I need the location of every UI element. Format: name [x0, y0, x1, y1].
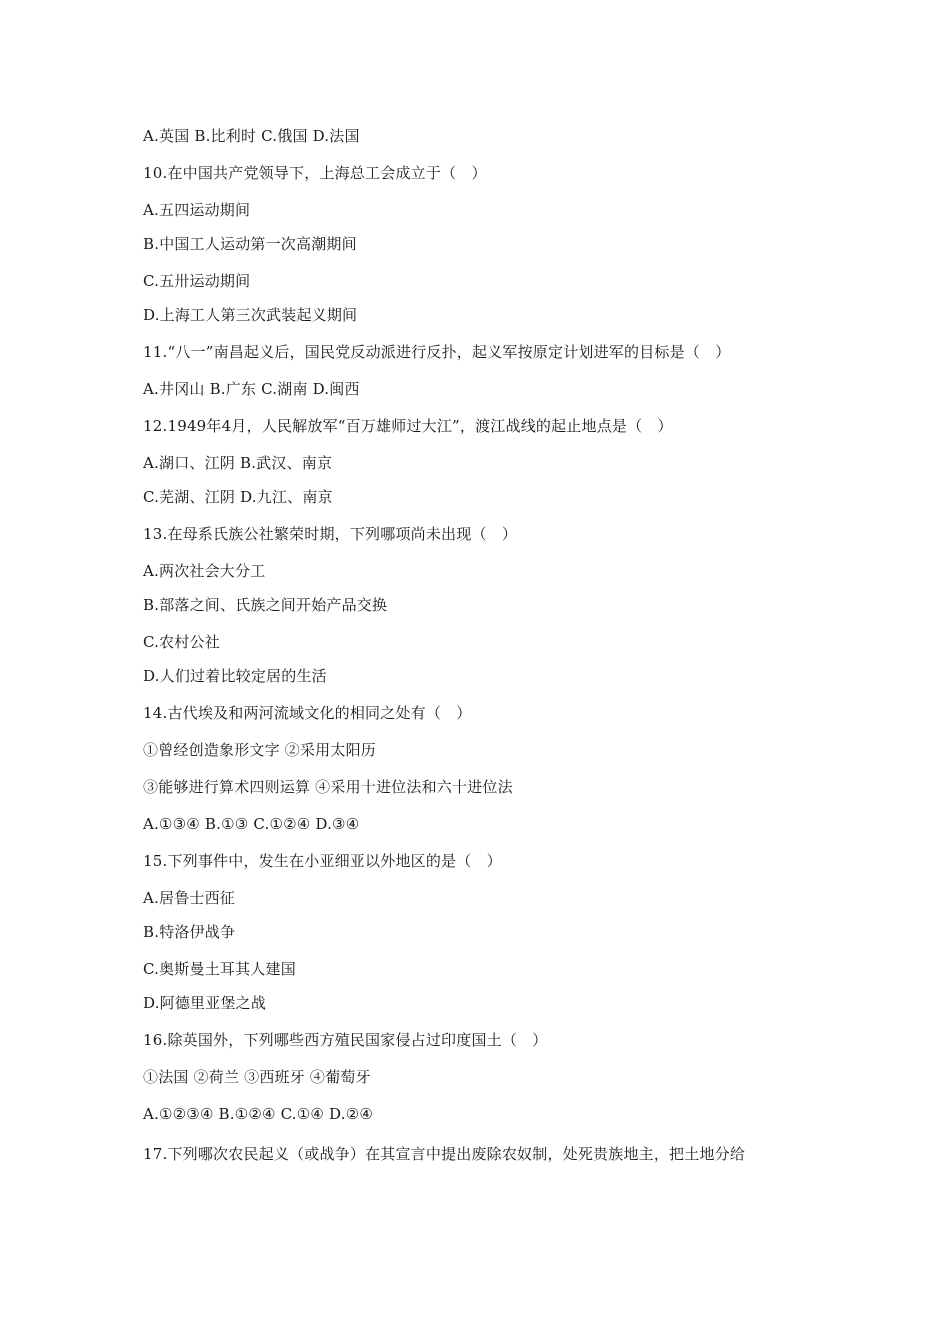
q15-option-d: D.阿德里亚堡之战 [143, 994, 267, 1012]
q14-options: A.①③④ B.①③ C.①②④ D.③④ [143, 815, 360, 833]
q13-stem: 13.在母系氏族公社繁荣时期，下列哪项尚未出现（ ） [143, 525, 518, 543]
q13-option-a: A.两次社会大分工 [143, 562, 266, 580]
q11-stem: 11.“八一”南昌起义后，国民党反动派进行反扑，起义军按原定计划进军的目标是（ ） [143, 343, 731, 361]
q15-option-c: C.奥斯曼土耳其人建国 [143, 960, 296, 978]
q9-options: A.英国 B.比利时 C.俄国 D.法国 [143, 127, 360, 145]
q12-options-ab: A.湖口、江阴 B.武汉、南京 [143, 454, 333, 472]
q11-options: A.井冈山 B.广东 C.湖南 D.闽西 [143, 380, 360, 398]
q16-stem: 16.除英国外，下列哪些西方殖民国家侵占过印度国土（ ） [143, 1031, 548, 1049]
q14-stem: 14.古代埃及和两河流域文化的相同之处有（ ） [143, 704, 472, 722]
q10-stem: 10.在中国共产党领导下，上海总工会成立于（ ） [143, 164, 487, 182]
q10-option-d: D.上海工人第三次武装起义期间 [143, 306, 358, 324]
q13-option-b: B.部落之间、氏族之间开始产品交换 [143, 596, 388, 614]
q14-items-3-4: ③能够进行算术四则运算 ④采用十进位法和六十进位法 [143, 778, 513, 796]
q12-options-cd: C.芜湖、江阴 D.九江、南京 [143, 488, 333, 506]
q16-options: A.①②③④ B.①②④ C.①④ D.②④ [143, 1105, 373, 1123]
q12-stem: 12.1949年4月，人民解放军“百万雄师过大江”，渡江战线的起止地点是（ ） [143, 417, 673, 435]
q10-option-a: A.五四运动期间 [143, 201, 251, 219]
q17-stem: 17.下列哪次农民起义（或战争）在其宣言中提出废除农奴制，处死贵族地主，把土地分给 [143, 1145, 746, 1163]
q16-items: ①法国 ②荷兰 ③西班牙 ④葡萄牙 [143, 1068, 371, 1086]
q15-option-a: A.居鲁士西征 [143, 889, 236, 907]
q14-items-1-2: ①曾经创造象形文字 ②采用太阳历 [143, 741, 376, 759]
q10-option-b: B.中国工人运动第一次高潮期间 [143, 235, 357, 253]
q13-option-d: D.人们过着比较定居的生活 [143, 667, 327, 685]
q15-option-b: B.特洛伊战争 [143, 923, 236, 941]
q15-stem: 15.下列事件中，发生在小亚细亚以外地区的是（ ） [143, 852, 502, 870]
q13-option-c: C.农村公社 [143, 633, 220, 651]
q10-option-c: C.五卅运动期间 [143, 272, 251, 290]
